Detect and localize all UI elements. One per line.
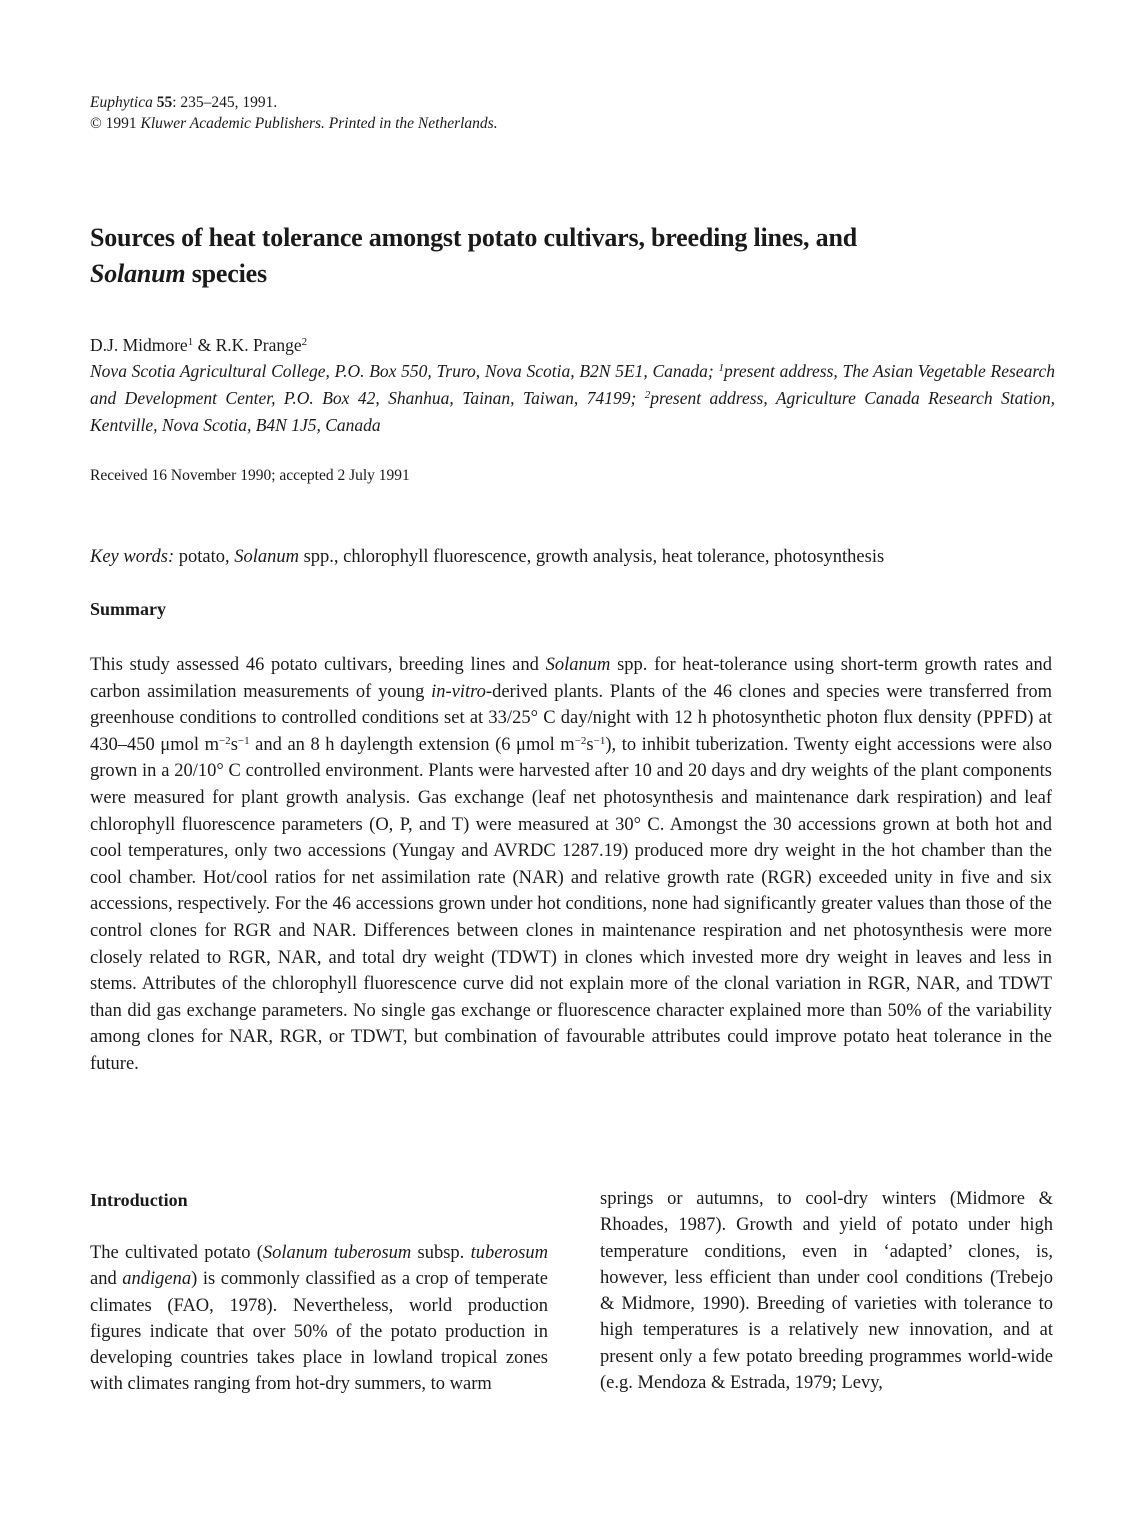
copyright-line <box>90 113 498 134</box>
author-1-sup: 1 <box>187 336 194 348</box>
author-2-sup: 2 <box>301 336 308 348</box>
summary-sup-2: −1 <box>237 734 250 747</box>
intro-seg-d: tuberosum <box>470 1243 548 1263</box>
keywords <box>90 544 1055 570</box>
intro-seg-e: and <box>90 1269 123 1290</box>
introduction-heading: Introduction <box>90 1190 188 1210</box>
affiliation-sup-1: 1 <box>718 362 724 374</box>
journal-line <box>90 92 498 113</box>
copyright-symbol: © <box>90 115 102 132</box>
authors <box>90 332 307 358</box>
introduction-column-1 <box>90 1240 548 1398</box>
keywords-part-1: potato, <box>174 547 235 567</box>
summary-sup-3: −2 <box>574 734 587 747</box>
keywords-part-2: spp., chlorophyll fluorescence, growth analysis, heat tolerance, photosynthesis <box>298 547 885 567</box>
author-2: R.K. Prange <box>215 335 302 355</box>
intro-seg-c: subsp. <box>411 1243 471 1263</box>
summary-seg-2: Solanum <box>545 655 611 675</box>
summary-sup-1: −2 <box>218 734 231 747</box>
paper-title <box>90 220 1050 292</box>
summary-seg-9: and an 8 h daylength extension (6 μmol m <box>249 734 575 755</box>
intro-seg-f: andigena <box>122 1269 192 1290</box>
title-line-1: Sources of heat tolerance amongst potato cultivars, breeding lines, and <box>90 223 857 252</box>
keywords-label: Key words: <box>90 547 175 567</box>
publisher: Kluwer Academic Publishers. Printed in the Netherlands. <box>140 115 498 132</box>
summary-text <box>90 652 1052 1078</box>
summary-seg-4: in-vitro <box>431 681 486 702</box>
copyright-year: 1991 <box>105 115 137 132</box>
intro-seg-b: Solanum tuberosum <box>262 1243 412 1263</box>
title-line-2 <box>90 256 1050 292</box>
title-species-italic: Solanum <box>90 259 186 288</box>
title-species-rest: species <box>185 259 267 288</box>
summary-seg-1: This study assessed 46 potato cultivars, breeding lines and <box>90 655 546 675</box>
summary-seg-7: s <box>230 734 238 755</box>
journal-name: Euphytica <box>90 94 153 111</box>
author-1: D.J. Midmore <box>90 335 188 355</box>
keywords-solanum: Solanum <box>234 547 299 567</box>
author-separator: & <box>193 335 216 355</box>
journal-volume: 55 <box>156 94 173 111</box>
journal-pages-year: : 235–245, 1991. <box>172 94 278 111</box>
received-dates: Received 16 November 1990; accepted 2 July 1991 <box>90 467 410 484</box>
affiliation-part-1: Nova Scotia Agricultural College, P.O. Box 550, Truro, Nova Scotia, B2N 5E1, Canada; <box>90 361 719 381</box>
summary-seg-3: spp. for heat-tolerance using short-term growth rates and carbon assimilation measurements of young <box>90 655 1052 702</box>
summary-seg-11: s <box>586 734 594 755</box>
summary-sup-4: −1 <box>593 734 606 747</box>
journal-citation <box>90 92 498 134</box>
affiliation-part-3: present address, Agriculture Canada Research Station, Kentville, Nova Scotia, B4N 1J5, Canada <box>90 388 1056 435</box>
intro-seg-a: The cultivated potato ( <box>90 1243 263 1263</box>
affiliation <box>90 358 1055 439</box>
summary-heading: Summary <box>90 599 166 619</box>
summary-seg-13: ), to inhibit tuberization. Twenty eight accessions were also grown in a 20/10° C controlled environment. Plants were harvested after 10 and 20 days and dry weights of the plant components were measured for plant growth analysis. Gas exchange (leaf net photosynthesis and maintenance dark respiration) and leaf chlorophyll fluorescence parameters (O, P, and T) were measured at 30° C. Amongst the 30 accessions grown at both hot and cool temperatures, only two accessions (Yungay and AVRDC 1287.19) produced more dry weight in the hot chamber than the cool chamber. Hot/cool ratios for net assimilation rate (NAR) and relative growth rate (RGR) exceeded unity in five and six accessions, respectively. For the 46 accessions grown under hot conditions, none had significantly greater values than those of the control clones for RGR and NAR. Differences between clones in maintenance respiration and net photosynthesis were more closely related to RGR, NAR, and total dry weight (TDWT) in clones which invested more dry weight in leaves and less in stems. Attributes of the chlorophyll fluorescence curve did not explain more of the clonal variation in RGR, NAR, and TDWT than did gas exchange parameters. No single gas exchange or fluorescence character explained more than 50% of the variability among clones for NAR, RGR, or TDWT, but combination of favourable attributes could improve potato heat tolerance in the future. <box>90 734 1053 1074</box>
summary-seg-5: -derived plants. Plants of the 46 clones and species were transferred from greenhouse conditions to controlled conditions set at 33/25° C day/night with 12 h photosynthetic photon flux density (PPFD) at 430–450 μmol m <box>90 681 1052 755</box>
affiliation-part-2: present address, The Asian Vegetable Research and Development Center, P.O. Box 42, Shanhua, Tainan, Taiwan, 74199; <box>90 361 1055 408</box>
intro-seg-g: ) is commonly classified as a crop of temperate climates (FAO, 1978). Nevertheless, world production figures indicate that over 50% of the potato production in developing countries takes place in lowland tropical zones with climates ranging from hot-dry summers, to warm <box>90 1269 548 1395</box>
introduction-column-2: springs or autumns, to cool-dry winters (Midmore & Rhoades, 1987). Growth and yield of potato under high temperature conditions, even in ‘adapted’ clones, is, however, less efficient than under cool conditions (Trebejo & Midmore, 1990). Breeding of varieties with tolerance to high temperatures is a relatively new innovation, and at present only a few potato breeding programmes world-wide (e.g. Mendoza & Estrada, 1979; Levy, <box>600 1189 1053 1394</box>
affiliation-sup-2: 2 <box>644 389 651 401</box>
